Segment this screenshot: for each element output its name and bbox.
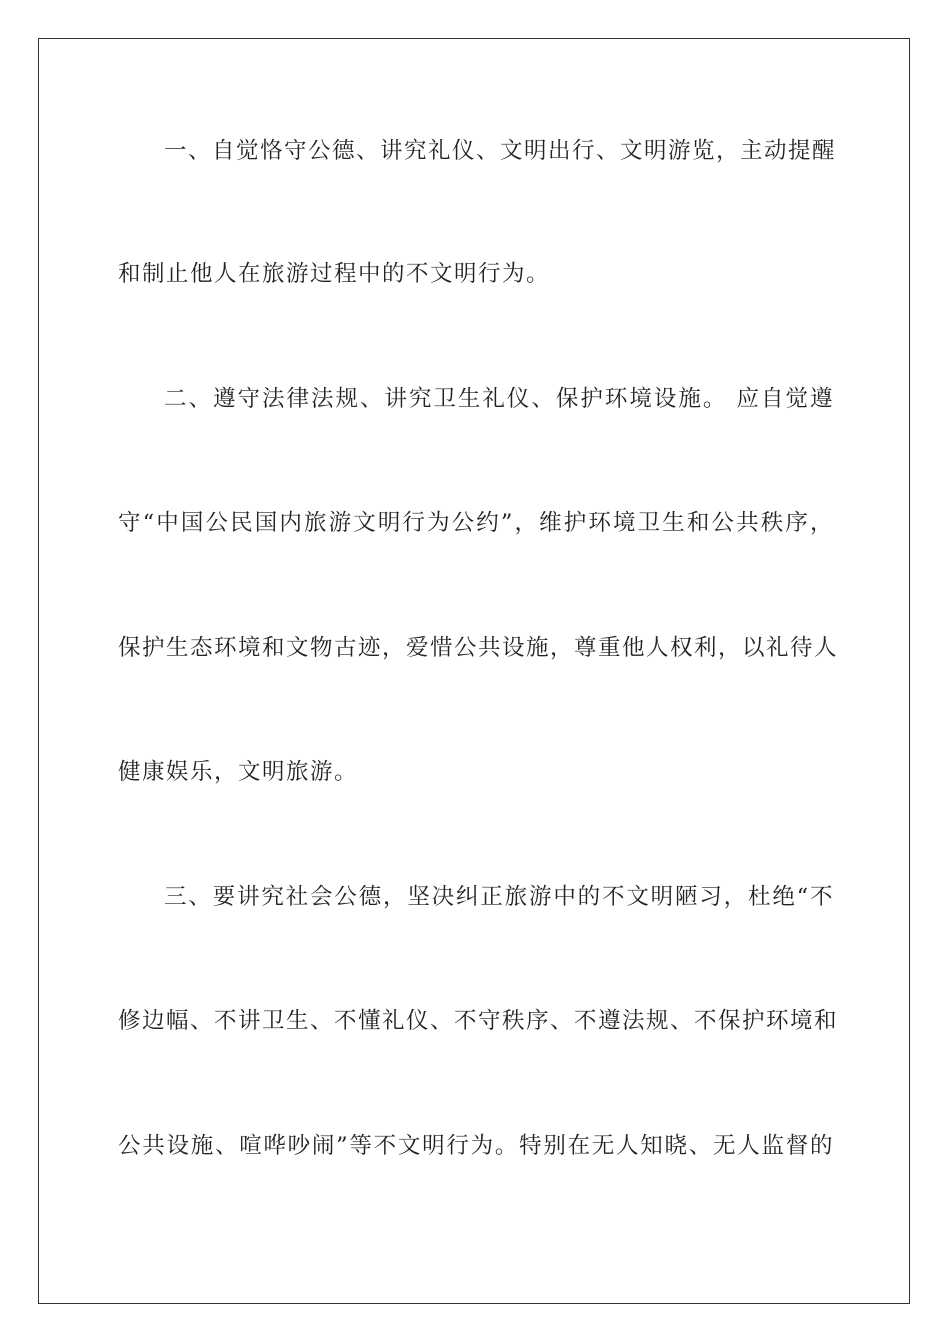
paragraph-1-line-1: 一、自觉恪守公德、讲究礼仪、文明出行、文明游览，主动提醒 bbox=[164, 138, 837, 164]
paragraph-1-line-2: 和制止他人在旅游过程中的不文明行为。 bbox=[118, 261, 551, 287]
paragraph-3-line-3: 公共设施、喧哗吵闹”等不文明行为。特别在无人知晓、无人监督的 bbox=[118, 1133, 834, 1159]
page-frame bbox=[38, 38, 910, 1304]
paragraph-2-line-2: 守“中国公民国内旅游文明行为公约”，维护环境卫生和公共秩序， bbox=[118, 510, 834, 536]
paragraph-2-line-1: 二、遵守法律法规、讲究卫生礼仪、保护环境设施。 应自觉遵 bbox=[164, 386, 834, 412]
paragraph-3-line-1: 三、要讲究社会公德，坚决纠正旅游中的不文明陋习，杜绝“不 bbox=[164, 884, 834, 910]
paragraph-3-line-2: 修边幅、不讲卫生、不懂礼仪、不守秩序、不遵法规、不保护环境和 bbox=[118, 1008, 839, 1034]
paragraph-2-line-4: 健康娱乐，文明旅游。 bbox=[118, 759, 359, 785]
paragraph-2-line-3: 保护生态环境和文物古迹，爱惜公共设施，尊重他人权利，以礼待人 bbox=[118, 635, 839, 661]
